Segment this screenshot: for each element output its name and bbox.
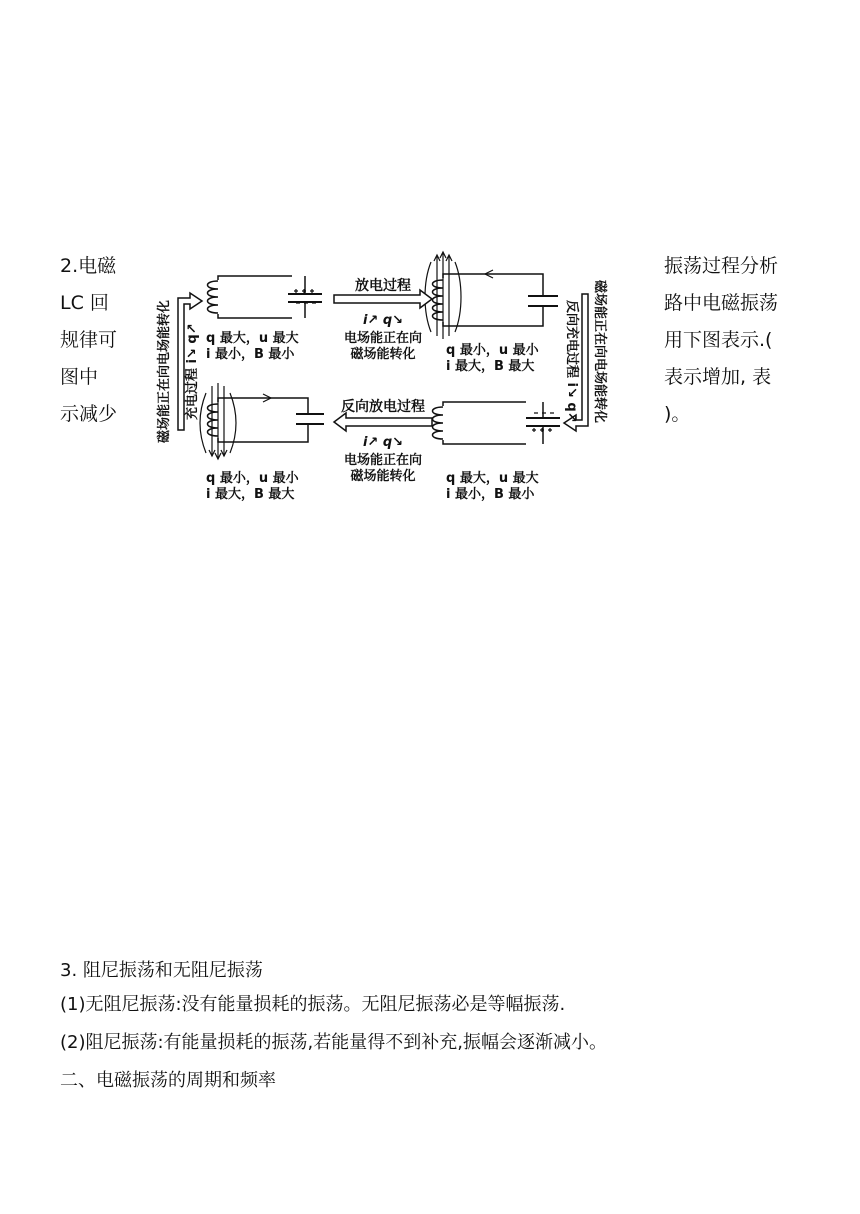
circuit-top-right xyxy=(425,252,558,339)
circuit-bottom-right xyxy=(430,396,560,452)
label-discharge: 放电过程 xyxy=(355,278,411,294)
right-line: 用下图表示.( xyxy=(664,329,773,351)
vertical-right-inner: 反向充电过程 i↘ q↗ xyxy=(564,300,579,423)
state-top-right-2: i 最大，B 最大 xyxy=(446,359,535,374)
lc-oscillation-diagram xyxy=(148,248,618,508)
vertical-right-outer: 磁场能正在向电场能转化 xyxy=(592,280,607,424)
vertical-left-inner: 充电过程 i↘ q↗ xyxy=(185,323,200,420)
right-line: )。 xyxy=(664,403,691,425)
section-heading: 二、电磁振荡的周期和频率 xyxy=(60,1070,276,1091)
arrows-reverse-discharge: i↗ q↘ xyxy=(362,435,404,450)
desc-reverse-discharge-2: 磁场能转化 xyxy=(350,469,416,484)
item-undamped: (1)无阻尼振荡:没有能量损耗的振荡。无阻尼振荡必是等幅振荡. xyxy=(60,994,566,1015)
vertical-left-outer: 磁场能正在向电场能转化 xyxy=(157,299,172,443)
desc-reverse-discharge-1: 电场能正在向 xyxy=(343,453,423,468)
circuit-top-left xyxy=(205,268,324,324)
arrows-discharge: i↗ q↘ xyxy=(362,313,404,328)
state-bottom-right-1: q 最大，u 最大 xyxy=(446,471,539,486)
left-text-column xyxy=(60,248,117,433)
left-line: 规律可 xyxy=(60,329,118,351)
right-line: 表示增加, 表 xyxy=(664,366,772,388)
left-line: LC 回 xyxy=(60,292,109,314)
left-line: 图中 xyxy=(60,366,99,388)
left-line: 示减少 xyxy=(60,403,118,425)
circuit-bottom-left xyxy=(200,383,324,459)
section-3-title: 3. 阻尼振荡和无阻尼振荡 xyxy=(60,960,263,981)
left-line: 2.电磁 xyxy=(60,255,117,277)
state-bottom-right-2: i 最小，B 最小 xyxy=(446,487,535,502)
state-top-left-2: i 最小，B 最小 xyxy=(206,347,295,362)
right-text-column xyxy=(664,248,778,433)
right-line: 路中电磁振荡 xyxy=(664,292,779,314)
state-bottom-left-2: i 最大，B 最大 xyxy=(206,487,295,502)
arrow-reverse-discharge xyxy=(334,413,432,431)
state-top-right-1: q 最小，u 最小 xyxy=(446,343,539,358)
desc-discharge-2: 磁场能转化 xyxy=(350,347,416,362)
state-bottom-left-1: q 最小，u 最小 xyxy=(206,471,299,486)
state-top-left-1: q 最大，u 最大 xyxy=(206,331,299,346)
item-damped: (2)阻尼振荡:有能量损耗的振荡,若能量得不到补充,振幅会逐渐减小。 xyxy=(60,1032,608,1053)
right-line: 振荡过程分析 xyxy=(664,255,779,277)
label-reverse-discharge: 反向放电过程 xyxy=(341,399,425,415)
desc-discharge-1: 电场能正在向 xyxy=(343,331,423,346)
